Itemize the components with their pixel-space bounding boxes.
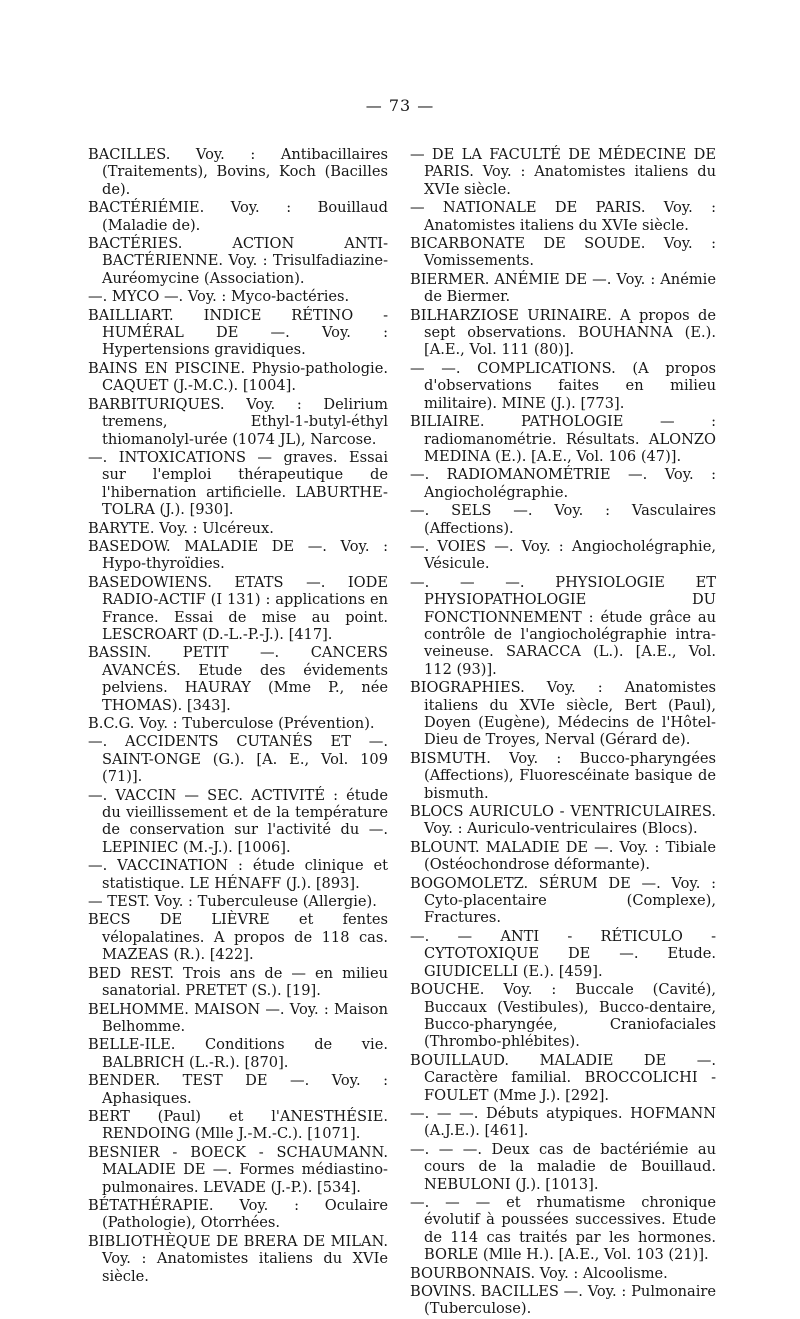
index-entry: BARBITURIQUES. Voy. : Delirium tremens, Ethyl-1-butyl-éthyl thiomanolyl-urée (1074 JL), Narcose. bbox=[88, 395, 388, 448]
index-entry: BAINS EN PISCINE. Physio-pathologie. CAQUET (J.-M.C.). [1004]. bbox=[88, 359, 388, 395]
index-entry: —. ACCIDENTS CUTANÉS ET —. SAINT-ONGE (G.). [A. E., Vol. 109 (71)]. bbox=[88, 733, 388, 786]
index-entry: — NATIONALE DE PARIS. Voy. : Anatomistes italiens du XVIe siècle. bbox=[410, 199, 716, 234]
index-entry: —. MYCO —. Voy. : Myco-bactéries. bbox=[88, 288, 350, 306]
index-entry: —. SELS —. Voy. : Vasculaires (Affections). bbox=[410, 502, 716, 537]
index-entry: BÉTATHÉRAPIE. Voy. : Oculaire (Pathologie), Otorrhées. bbox=[88, 1196, 388, 1232]
index-entry: — TEST. Voy. : Tuberculeuse (Allergie). bbox=[88, 893, 377, 911]
index-entry: BACILLES. Voy. : Antibacillaires (Traitements), Bovins, Koch (Bacilles de). bbox=[88, 146, 388, 198]
index-entry: —. INTOXICATIONS — graves. Essai sur l'emploi thérapeutique de l'hibernation artificielle. LABURTHE-TOLRA (J.). [930]. bbox=[88, 448, 388, 519]
index-entry: BASEDOWIENS. ETATS —. IODE RADIO-ACTIF (I 131) : applications en France. Essai de mise au point. LESCROART (D.-L.-P.-J.). [417]. bbox=[88, 573, 388, 643]
index-entry: BILHARZIOSE URINAIRE. A propos de sept observations. BOUHANNA (E.). [A.E., Vol. 111 (80)]. bbox=[410, 306, 716, 359]
index-entry: —. VOIES —. Voy. : Angiocholégraphie, Vésicule. bbox=[410, 537, 716, 573]
index-entry: BOGOMOLETZ. SÉRUM DE —. Voy. : Cyto-placentaire (Complexe), Fractures. bbox=[410, 874, 716, 927]
page-number: — 73 — bbox=[365, 96, 435, 115]
index-entry: BILIAIRE. PATHOLOGIE — : radiomanométrie. Résultats. ALONZO MEDINA (E.). [A.E., Vol. 106 (47)]. bbox=[410, 413, 716, 465]
index-entry: BECS DE LIÈVRE et fentes vélopalatines. A propos de 118 cas. MAZEAS (R.). [422]. bbox=[88, 911, 388, 964]
index-entry: BESNIER - BOECK - SCHAUMANN. MALADIE DE —. Formes médiastino-pulmonaires. LEVADE (J.-P.). [534]. bbox=[88, 1143, 388, 1196]
index-entry: BASEDOW. MALADIE DE —. Voy. : Hypo-thyroïdies. bbox=[88, 537, 388, 573]
index-entry: BICARBONATE DE SOUDE. Voy. : Vomissements. bbox=[410, 235, 716, 270]
index-entry: BIOGRAPHIES. Voy. : Anatomistes italiens du XVIe siècle, Bert (Paul), Doyen (Eugène), Médecins de l'Hôtel-Dieu de Troyes, Nerval (Gérard de). bbox=[410, 679, 716, 749]
index-entry: —. — — et rhumatisme chronique évolutif à poussées successives. Etude de 114 cas traités par les hormones. BORLE (Mlle H.). [A.E., Vol. 103 (21)]. bbox=[410, 1193, 716, 1264]
index-entry: BED REST. Trois ans de — en milieu sanatorial. PRETET (S.). [19]. bbox=[88, 964, 388, 1000]
index-entry: BACTÉRIES. ACTION ANTI-BACTÉRIENNE. Voy. : Trisulfadiazine-Auréomycine (Association). bbox=[88, 235, 388, 287]
index-entry: BENDER. TEST DE —. Voy. : Aphasiques. bbox=[88, 1072, 388, 1107]
index-entry: BIBLIOTHÈQUE DE BRERA DE MILAN. Voy. : Anatomistes italiens du XVIe siècle. bbox=[88, 1232, 388, 1285]
index-entry: —. VACCIN — SEC. ACTIVITÉ : étude du vieillissement et de la température de conservation sur l'activité du —. LEPINIEC (M.-J.). [1006]. bbox=[88, 786, 388, 856]
index-entry: BOUILLAUD. MALADIE DE —. Caractère familial. BROCCOLICHI - FOULET (Mme J.). [292]. bbox=[410, 1051, 716, 1104]
index-entry: BACTÉRIÉMIE. Voy. : Bouillaud (Maladie de). bbox=[88, 199, 388, 234]
index-entry: —. VACCINATION : étude clinique et statistique. LE HÉNAFF (J.). [893]. bbox=[88, 857, 388, 892]
index-entry: BARYTE. Voy. : Ulcéreux. bbox=[88, 519, 274, 537]
index-entry: —. RADIOMANOMÉTRIE —. Voy. : Angiocholégraphie. bbox=[410, 466, 716, 501]
index-entry: BELLE-ILE. Conditions de vie. BALBRICH (L.-R.). [870]. bbox=[88, 1036, 388, 1071]
index-entry: BISMUTH. Voy. : Bucco-pharyngées (Affections), Fluorescéinate basique de bismuth. bbox=[410, 749, 716, 802]
index-entry: BASSIN. PETIT —. CANCERS AVANCÉS. Etude des évidements pelviens. HAURAY (Mme P., née THOMAS). [343]. bbox=[88, 644, 388, 714]
index-entry: BIERMER. ANÉMIE DE —. Voy. : Anémie de Biermer. bbox=[410, 270, 716, 306]
index-entry: —. — —. Deux cas de bactériémie au cours de la maladie de Bouillaud. NEBULONI (J.). [1013]. bbox=[410, 1140, 716, 1193]
index-entry: B.C.G. Voy. : Tuberculose (Prévention). bbox=[88, 715, 375, 732]
index-entry: —. — —. PHYSIOLOGIE ET PHYSIOPATHOLOGIE DU FONCTIONNEMENT : étude grâce au contrôle de l'angiocholégraphie intra-veineuse. SARACCA (L.). [A.E., Vol. 112 (93)]. bbox=[410, 573, 716, 678]
index-entry: BOUCHE. Voy. : Buccale (Cavité), Buccaux (Vestibules), Bucco-dentaire, Bucco-pharyngée, Craniofaciales (Thrombo-phlébites). bbox=[410, 981, 716, 1051]
index-entry: BLOUNT. MALADIE DE —. Voy. : Tibiale (Ostéochondrose déformante). bbox=[410, 838, 716, 874]
index-column-right bbox=[410, 146, 716, 1319]
index-entry: —. — ANTI - RÉTICULO - CYTOTOXIQUE DE —. Etude. GIUDICELLI (E.). [459]. bbox=[410, 927, 716, 980]
index-entry: BOVINS. BACILLES —. Voy. : Pulmonaire (Tuberculose). bbox=[410, 1283, 716, 1318]
index-entry: BAILLIART. INDICE RÉTINO - HUMÉRAL DE —. Voy. : Hypertensions gravidiques. bbox=[88, 306, 388, 359]
index-entry: BLOCS AURICULO - VENTRICULAIRES. Voy. : Auriculo-ventriculaires (Blocs). bbox=[410, 803, 716, 838]
index-entry: — —. COMPLICATIONS. (A propos d'observations faites en milieu militaire). MINE (J.). [773]. bbox=[410, 359, 716, 412]
index-entry: —. — —. Débuts atypiques. HOFMANN (A.J.E.). [461]. bbox=[410, 1104, 716, 1140]
index-column-left bbox=[88, 146, 388, 1286]
index-entry: BELHOMME. MAISON —. Voy. : Maison Belhomme. bbox=[88, 1000, 388, 1035]
index-entry: BERT (Paul) et l'ANESTHÉSIE. RENDOING (Mlle J.-M.-C.). [1071]. bbox=[88, 1107, 388, 1143]
index-entry: BOURBONNAIS. Voy. : Alcoolisme. bbox=[410, 1264, 668, 1282]
index-entry: — DE LA FACULTÉ DE MÉDECINE DE PARIS. Voy. : Anatomistes italiens du XVIe siècle. bbox=[410, 146, 716, 198]
